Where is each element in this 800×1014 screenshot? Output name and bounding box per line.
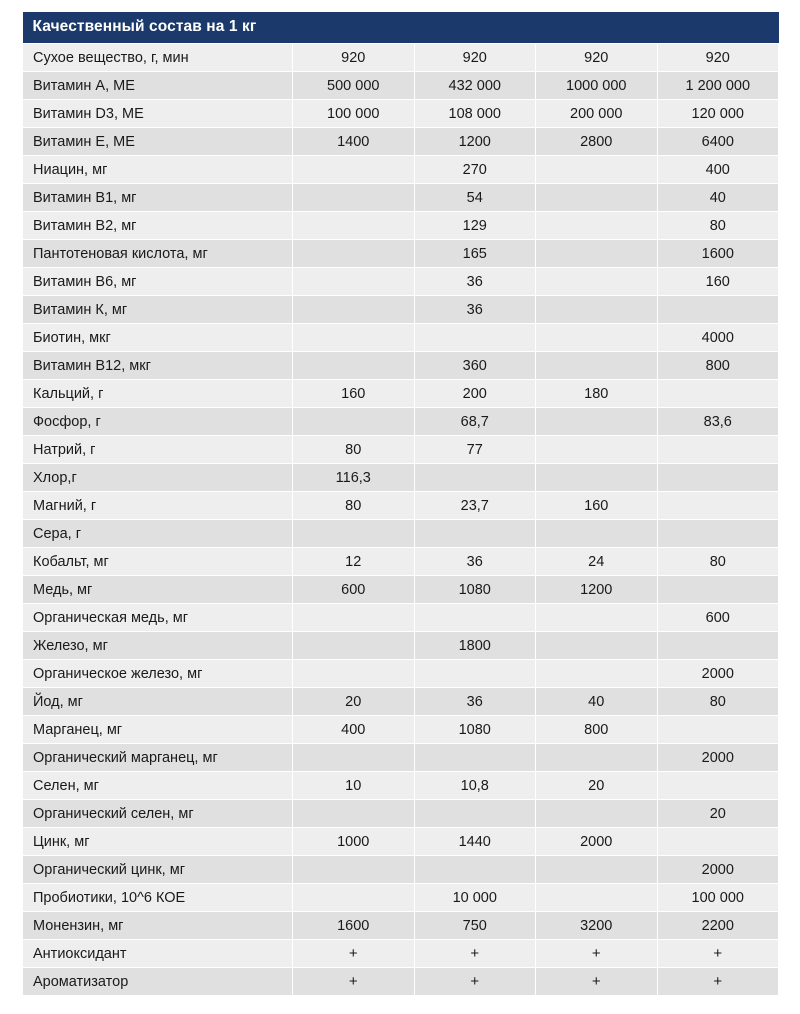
- row-label: Натрий, г: [23, 436, 293, 464]
- row-label: Витамин В12, мкг: [23, 352, 293, 380]
- table-row: [23, 604, 779, 632]
- row-value: 80: [657, 688, 779, 716]
- row-value: 2000: [657, 856, 779, 884]
- table-row: [23, 296, 779, 324]
- row-value: +: [536, 940, 658, 968]
- row-value: 80: [293, 492, 415, 520]
- row-value: 500 000: [293, 72, 415, 100]
- row-value: [293, 660, 415, 688]
- row-value: 920: [414, 44, 536, 72]
- table-row: [23, 632, 779, 660]
- row-value: 160: [293, 380, 415, 408]
- row-value: 920: [293, 44, 415, 72]
- row-value: [293, 408, 415, 436]
- row-value: [657, 436, 779, 464]
- row-label: Монензин, мг: [23, 912, 293, 940]
- row-value: [293, 604, 415, 632]
- row-label: Витамин D3, МЕ: [23, 100, 293, 128]
- row-label: Витамин К, мг: [23, 296, 293, 324]
- row-value: [536, 884, 658, 912]
- row-value: 2000: [657, 660, 779, 688]
- row-value: 1200: [414, 128, 536, 156]
- row-value: 1080: [414, 716, 536, 744]
- row-value: 116,3: [293, 464, 415, 492]
- row-label: Железо, мг: [23, 632, 293, 660]
- row-value: [536, 212, 658, 240]
- row-label: Органический цинк, мг: [23, 856, 293, 884]
- row-value: 2000: [536, 828, 658, 856]
- row-value: [536, 856, 658, 884]
- row-label: Пробиотики, 10^6 КОЕ: [23, 884, 293, 912]
- row-value: 68,7: [414, 408, 536, 436]
- row-value: +: [414, 940, 536, 968]
- row-value: 80: [657, 548, 779, 576]
- row-value: [536, 520, 658, 548]
- row-value: [536, 436, 658, 464]
- row-value: 600: [657, 604, 779, 632]
- row-value: 1400: [293, 128, 415, 156]
- row-value: 6400: [657, 128, 779, 156]
- row-label: Органический селен, мг: [23, 800, 293, 828]
- row-value: [414, 520, 536, 548]
- row-value: 80: [293, 436, 415, 464]
- row-value: 920: [536, 44, 658, 72]
- row-label: Антиоксидант: [23, 940, 293, 968]
- row-value: 160: [536, 492, 658, 520]
- row-value: [657, 380, 779, 408]
- table-row: [23, 436, 779, 464]
- row-value: 1600: [293, 912, 415, 940]
- row-value: [657, 828, 779, 856]
- row-value: +: [657, 940, 779, 968]
- row-value: [293, 744, 415, 772]
- row-value: 129: [414, 212, 536, 240]
- row-value: 360: [414, 352, 536, 380]
- table-row: [23, 352, 779, 380]
- row-label: Витамин В2, мг: [23, 212, 293, 240]
- row-value: 83,6: [657, 408, 779, 436]
- row-value: 10,8: [414, 772, 536, 800]
- row-value: [293, 352, 415, 380]
- row-value: 1440: [414, 828, 536, 856]
- row-value: [293, 856, 415, 884]
- row-value: 920: [657, 44, 779, 72]
- table-row: [23, 912, 779, 940]
- row-value: +: [536, 968, 658, 996]
- table-row: [23, 856, 779, 884]
- row-value: [657, 772, 779, 800]
- row-value: 432 000: [414, 72, 536, 100]
- row-value: 2200: [657, 912, 779, 940]
- row-value: 200 000: [536, 100, 658, 128]
- row-label: Магний, г: [23, 492, 293, 520]
- row-value: 36: [414, 296, 536, 324]
- row-value: [414, 324, 536, 352]
- row-value: 20: [536, 772, 658, 800]
- row-value: [293, 156, 415, 184]
- row-label: Сера, г: [23, 520, 293, 548]
- row-value: +: [293, 940, 415, 968]
- row-label: Фосфор, г: [23, 408, 293, 436]
- table-row: [23, 44, 779, 72]
- row-value: [536, 352, 658, 380]
- row-label: Йод, мг: [23, 688, 293, 716]
- row-value: [293, 632, 415, 660]
- table-row: [23, 940, 779, 968]
- table-row: [23, 744, 779, 772]
- row-value: 400: [293, 716, 415, 744]
- row-value: [657, 716, 779, 744]
- row-value: [657, 632, 779, 660]
- row-value: [293, 520, 415, 548]
- row-value: 36: [414, 548, 536, 576]
- row-value: 200: [414, 380, 536, 408]
- table-row: [23, 380, 779, 408]
- row-value: 1600: [657, 240, 779, 268]
- row-value: [414, 800, 536, 828]
- row-value: 750: [414, 912, 536, 940]
- row-value: [536, 184, 658, 212]
- table-row: [23, 688, 779, 716]
- row-value: +: [293, 968, 415, 996]
- table-row: [23, 240, 779, 268]
- row-label: Ниацин, мг: [23, 156, 293, 184]
- row-value: 24: [536, 548, 658, 576]
- table-header-row: [23, 12, 779, 44]
- row-value: 36: [414, 688, 536, 716]
- table-row: [23, 576, 779, 604]
- row-value: 1800: [414, 632, 536, 660]
- row-value: [657, 576, 779, 604]
- row-value: 600: [293, 576, 415, 604]
- table-row: [23, 716, 779, 744]
- row-value: 80: [657, 212, 779, 240]
- row-value: [414, 660, 536, 688]
- row-value: 1000 000: [536, 72, 658, 100]
- table-row: [23, 800, 779, 828]
- row-label: Селен, мг: [23, 772, 293, 800]
- row-value: 10: [293, 772, 415, 800]
- row-value: 120 000: [657, 100, 779, 128]
- row-value: [293, 324, 415, 352]
- row-value: [414, 464, 536, 492]
- row-label: Хлор,г: [23, 464, 293, 492]
- row-value: 4000: [657, 324, 779, 352]
- row-value: 400: [657, 156, 779, 184]
- row-label: Марганец, мг: [23, 716, 293, 744]
- row-value: 1000: [293, 828, 415, 856]
- row-value: 2800: [536, 128, 658, 156]
- row-value: [657, 520, 779, 548]
- row-label: Цинк, мг: [23, 828, 293, 856]
- row-value: 100 000: [657, 884, 779, 912]
- table-row: [23, 128, 779, 156]
- row-value: +: [414, 968, 536, 996]
- row-value: [536, 632, 658, 660]
- row-value: 77: [414, 436, 536, 464]
- table-row: [23, 324, 779, 352]
- row-value: 20: [293, 688, 415, 716]
- row-value: 54: [414, 184, 536, 212]
- table-row: [23, 408, 779, 436]
- row-value: [414, 604, 536, 632]
- row-value: [536, 660, 658, 688]
- table-row: [23, 72, 779, 100]
- row-value: 1 200 000: [657, 72, 779, 100]
- table-row: [23, 968, 779, 996]
- row-value: 3200: [536, 912, 658, 940]
- row-value: [536, 268, 658, 296]
- row-label: Ароматизатор: [23, 968, 293, 996]
- row-value: [536, 156, 658, 184]
- row-label: Органическое железо, мг: [23, 660, 293, 688]
- row-label: Органический марганец, мг: [23, 744, 293, 772]
- row-value: [536, 408, 658, 436]
- table-row: [23, 212, 779, 240]
- row-label: Витамин А, МЕ: [23, 72, 293, 100]
- table-row: [23, 660, 779, 688]
- row-value: 12: [293, 548, 415, 576]
- row-value: +: [657, 968, 779, 996]
- row-value: [293, 240, 415, 268]
- table-title: Качественный состав на 1 кг: [23, 12, 779, 44]
- table-row: [23, 184, 779, 212]
- table-row: [23, 156, 779, 184]
- row-value: 180: [536, 380, 658, 408]
- row-label: Биотин, мкг: [23, 324, 293, 352]
- row-value: 1080: [414, 576, 536, 604]
- row-label: Пантотеновая кислота, мг: [23, 240, 293, 268]
- row-value: [657, 464, 779, 492]
- row-value: [536, 800, 658, 828]
- table-row: [23, 772, 779, 800]
- row-value: 108 000: [414, 100, 536, 128]
- row-value: 40: [657, 184, 779, 212]
- row-label: Витамин В1, мг: [23, 184, 293, 212]
- row-label: Кальций, г: [23, 380, 293, 408]
- row-value: [536, 296, 658, 324]
- row-value: 800: [536, 716, 658, 744]
- table-row: [23, 464, 779, 492]
- row-value: [293, 268, 415, 296]
- row-value: 10 000: [414, 884, 536, 912]
- composition-table: [22, 12, 779, 996]
- table-row: [23, 548, 779, 576]
- row-label: Сухое вещество, г, мин: [23, 44, 293, 72]
- table-row: [23, 520, 779, 548]
- row-label: Витамин Е, МЕ: [23, 128, 293, 156]
- row-label: Витамин В6, мг: [23, 268, 293, 296]
- row-value: [293, 884, 415, 912]
- row-value: 36: [414, 268, 536, 296]
- row-value: [536, 240, 658, 268]
- row-value: [536, 604, 658, 632]
- table-row: [23, 828, 779, 856]
- table-row: [23, 492, 779, 520]
- row-value: [536, 744, 658, 772]
- row-value: 20: [657, 800, 779, 828]
- row-label: Кобальт, мг: [23, 548, 293, 576]
- row-value: [293, 296, 415, 324]
- row-value: [293, 212, 415, 240]
- row-value: 40: [536, 688, 658, 716]
- row-value: 160: [657, 268, 779, 296]
- row-value: 800: [657, 352, 779, 380]
- row-value: [414, 856, 536, 884]
- row-value: [414, 744, 536, 772]
- row-value: [293, 184, 415, 212]
- row-value: 270: [414, 156, 536, 184]
- row-value: [536, 324, 658, 352]
- row-label: Органическая медь, мг: [23, 604, 293, 632]
- row-value: [536, 464, 658, 492]
- table-row: [23, 884, 779, 912]
- row-value: [657, 492, 779, 520]
- table-row: [23, 268, 779, 296]
- row-value: 100 000: [293, 100, 415, 128]
- row-value: 23,7: [414, 492, 536, 520]
- row-value: 2000: [657, 744, 779, 772]
- row-label: Медь, мг: [23, 576, 293, 604]
- row-value: [657, 296, 779, 324]
- row-value: 1200: [536, 576, 658, 604]
- table-row: [23, 100, 779, 128]
- row-value: 165: [414, 240, 536, 268]
- row-value: [293, 800, 415, 828]
- table-body: [23, 44, 779, 996]
